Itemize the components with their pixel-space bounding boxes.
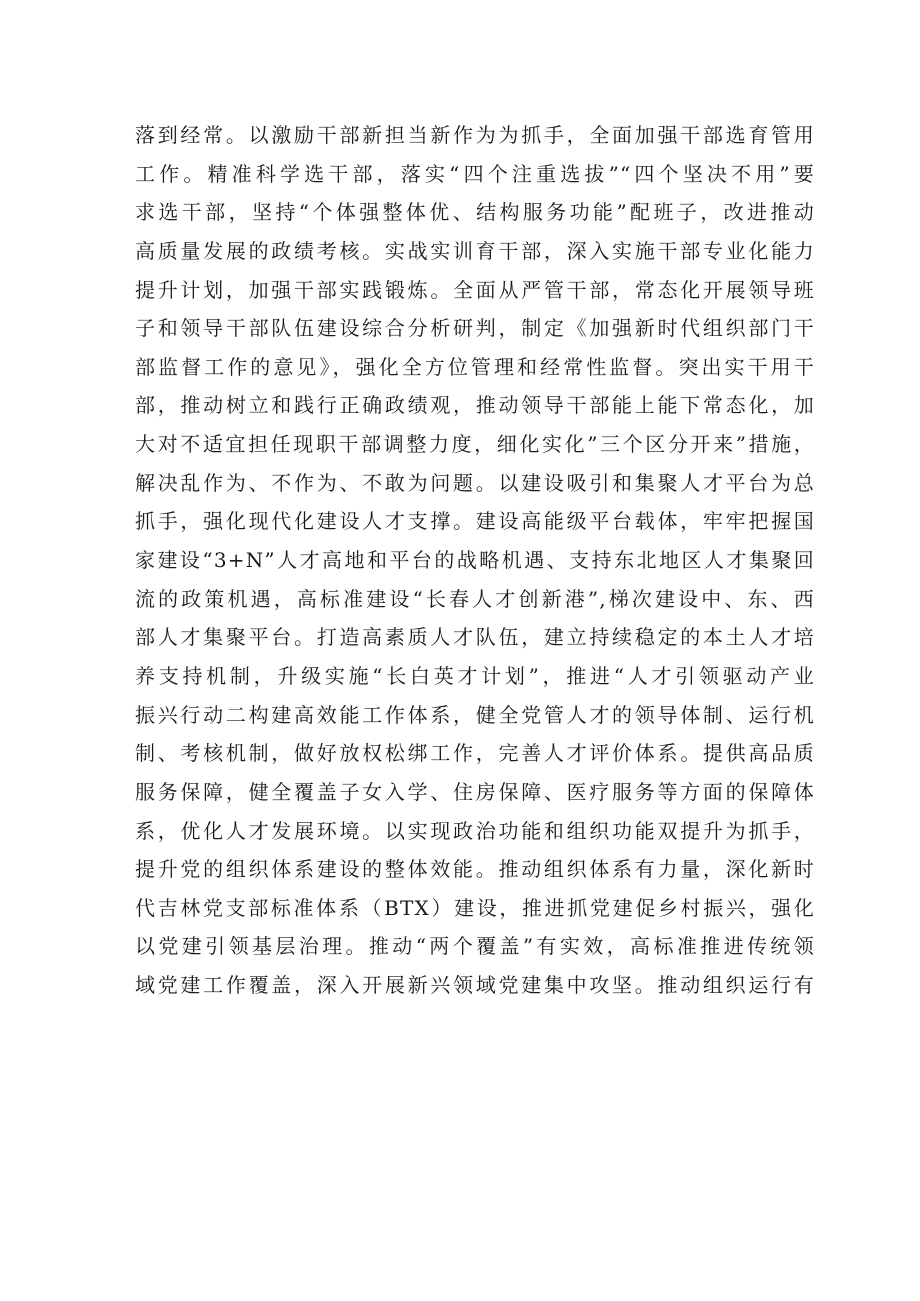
text-line: 流的政策机遇，高标准建设“长春人才创新港”,梯次建设中、东、西	[135, 586, 815, 611]
body-text	[135, 116, 815, 1005]
text-line: 域党建工作覆盖，深入开展新兴领域党建集中攻坚。推动组织运行有	[135, 973, 815, 998]
text-line: 部，推动树立和践行正确政绩观，推动领导干部能上能下常态化，加	[135, 393, 815, 418]
text-line: 高质量发展的政绩考核。实战实训育干部，深入实施干部专业化能力	[135, 238, 815, 263]
text-line: 制、考核机制，做好放权松绑工作，完善人才评价体系。提供高品质	[135, 741, 815, 766]
text-line: 解决乱作为、不作为、不敢为问题。以建设吸引和集聚人才平台为总	[135, 470, 815, 495]
text-line: 部监督工作的意见》，强化全方位管理和经常性监督。突出实干用干	[135, 354, 815, 379]
text-line: 抓手，强化现代化建设人才支撑。建设高能级平台载体，牢牢把握国	[135, 509, 815, 534]
text-line: 系，优化人才发展环境。以实现政治功能和组织功能双提升为抓手，	[135, 818, 815, 843]
text-line: 部人才集聚平台。打造高素质人才队伍，建立持续稳定的本土人才培	[135, 625, 815, 650]
text-line: 家建设“3+N”人才高地和平台的战略机遇、支持东北地区人才集聚回	[135, 548, 815, 573]
text-line: 求选干部，坚持“个体强整体优、结构服务功能”配班子，改进推动	[135, 200, 815, 225]
text-line: 工作。精准科学选干部，落实“四个注重选拔”“四个坚决不用”要	[135, 161, 815, 186]
text-line: 落到经常。以激励干部新担当新作为为抓手，全面加强干部选育管用	[135, 123, 815, 147]
text-line: 大对不适宜担任现职干部调整力度，细化实化”三个区分开来”措施，	[135, 432, 815, 457]
text-line: 子和领导干部队伍建设综合分析研判，制定《加强新时代组织部门干	[135, 316, 815, 341]
text-line: 提升计划，加强干部实践锻炼。全面从严管干部，常态化开展领导班	[135, 277, 815, 302]
text-line: 提升党的组织体系建设的整体效能。推动组织体系有力量，深化新时	[135, 857, 815, 882]
text-line: 以党建引领基层治理。推动“两个覆盖”有实效，高标准推进传统领	[135, 934, 815, 959]
text-line: 养支持机制，升级实施“长白英才计划”，推进“人才引领驱动产业	[135, 663, 815, 688]
text-line: 代吉林党支部标准体系（BTX）建设，推进抓党建促乡村振兴，强化	[135, 895, 815, 920]
text-line: 服务保障，健全覆盖子女入学、住房保障、医疗服务等方面的保障体	[135, 779, 815, 804]
text-line: 振兴行动二构建高效能工作体系，健全党管人才的领导体制、运行机	[135, 702, 815, 727]
